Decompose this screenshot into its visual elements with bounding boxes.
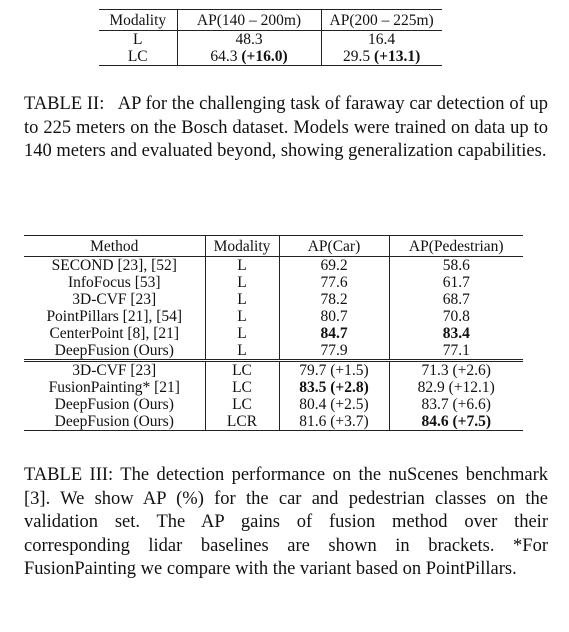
- cell-ap-pedestrian: 61.7: [389, 274, 523, 291]
- table-row: [24, 308, 523, 325]
- table-row: [24, 291, 523, 308]
- table-row: [99, 48, 442, 66]
- cell-method: CenterPoint [8], [21]: [49, 325, 180, 342]
- cell-ap-car: 80.4 (+2.5): [279, 396, 389, 413]
- header-method: Method: [24, 236, 205, 257]
- cell-modality: L: [205, 291, 279, 308]
- cell-modality: LC: [205, 396, 279, 413]
- table-row: [24, 413, 523, 431]
- cell-method: DeepFusion (Ours): [54, 396, 174, 413]
- cell-modality: L: [205, 308, 279, 325]
- cell-ap-car: 77.6: [279, 274, 389, 291]
- cell-modality: L: [205, 325, 279, 342]
- table-row: [24, 396, 523, 413]
- cell-modality: L: [205, 342, 279, 361]
- cell-modality: L: [99, 31, 177, 49]
- cell-modality: LC: [205, 361, 279, 380]
- cell-modality: L: [205, 257, 279, 275]
- cell-ap-pedestrian: 83.7 (+6.6): [389, 396, 523, 413]
- header-modality: Modality: [205, 236, 279, 257]
- cell-method: DeepFusion (Ours): [54, 413, 174, 430]
- cell-ap-car: 69.2: [279, 257, 389, 275]
- cell-ap-pedestrian: 58.6: [389, 257, 523, 275]
- cell-ap-pedestrian: 71.3 (+2.6): [389, 361, 523, 380]
- cell-ap2: 29.5 (+13.1): [321, 48, 442, 66]
- table-row: [24, 361, 523, 380]
- table-ii: [99, 9, 442, 66]
- cell-ap-car: 77.9: [279, 342, 389, 361]
- table-row: [24, 379, 523, 396]
- header-ap-200-225: AP(200 – 225m): [321, 10, 442, 31]
- caption-text: The detection performance on the nuScenes benchmark [3]. We show AP (%) for the car and pedestrian classes on the validation set. The AP gains of fusion method over their corresponding lidar baselines are shown in brackets. *For FusionPainting we compare with the variant based on PointPillars.: [24, 465, 548, 579]
- cell-method: InfoFocus [53]: [67, 274, 161, 291]
- cell-ap-car: 83.5 (+2.8): [279, 379, 389, 396]
- cell-method: 3D-CVF [23]: [24, 361, 205, 380]
- table-row: [24, 274, 523, 291]
- caption-label: TABLE II:: [24, 94, 105, 114]
- cell-ap-car: 81.6 (+3.7): [279, 413, 389, 431]
- table-header-row: [24, 236, 523, 257]
- table-header-row: [99, 10, 442, 31]
- cell-ap-pedestrian: 68.7: [389, 291, 523, 308]
- cell-modality: LCR: [205, 413, 279, 431]
- cell-ap2: 16.4: [321, 31, 442, 49]
- table-iii-caption: [24, 464, 548, 582]
- cell-method: FusionPainting* [21]: [48, 379, 180, 396]
- cell-ap-car: 80.7: [279, 308, 389, 325]
- table-iii: [24, 235, 523, 431]
- cell-method: 3D-CVF [23]: [72, 291, 157, 308]
- cell-method: DeepFusion (Ours): [54, 342, 174, 359]
- cell-ap1: 48.3: [177, 31, 321, 49]
- cell-ap1: 64.3 (+16.0): [177, 48, 321, 66]
- cell-method: SECOND [23], [52]: [24, 257, 205, 275]
- table-row: [99, 31, 442, 49]
- cell-ap-pedestrian: 82.9 (+12.1): [389, 379, 523, 396]
- cell-modality: L: [205, 274, 279, 291]
- table-ii-caption: [24, 93, 548, 164]
- cell-ap-pedestrian: 84.6 (+7.5): [389, 413, 523, 431]
- header-modality: Modality: [99, 10, 177, 31]
- cell-ap-car: 79.7 (+1.5): [279, 361, 389, 380]
- header-ap-car: AP(Car): [279, 236, 389, 257]
- cell-ap-pedestrian: 83.4: [389, 325, 523, 342]
- cell-ap-pedestrian: 70.8: [389, 308, 523, 325]
- cell-ap-car: 78.2: [279, 291, 389, 308]
- header-ap-pedestrian: AP(Pedestrian): [389, 236, 523, 257]
- cell-ap-car: 84.7: [279, 325, 389, 342]
- table-row: [24, 257, 523, 275]
- cell-modality: LC: [127, 48, 148, 65]
- table-row: [24, 325, 523, 342]
- caption-text: AP for the challenging task of faraway car detection of up to 225 meters on the Bosch dataset. Models were trained on data up to 140 meters and evaluated beyond, showing generalization capabilities.: [24, 94, 549, 161]
- cell-ap-pedestrian: 77.1: [389, 342, 523, 361]
- table-row: [24, 342, 523, 361]
- cell-modality: LC: [205, 379, 279, 396]
- cell-method: PointPillars [21], [54]: [46, 308, 183, 325]
- caption-label: TABLE III:: [24, 465, 114, 485]
- header-ap-140-200: AP(140 – 200m): [177, 10, 321, 31]
